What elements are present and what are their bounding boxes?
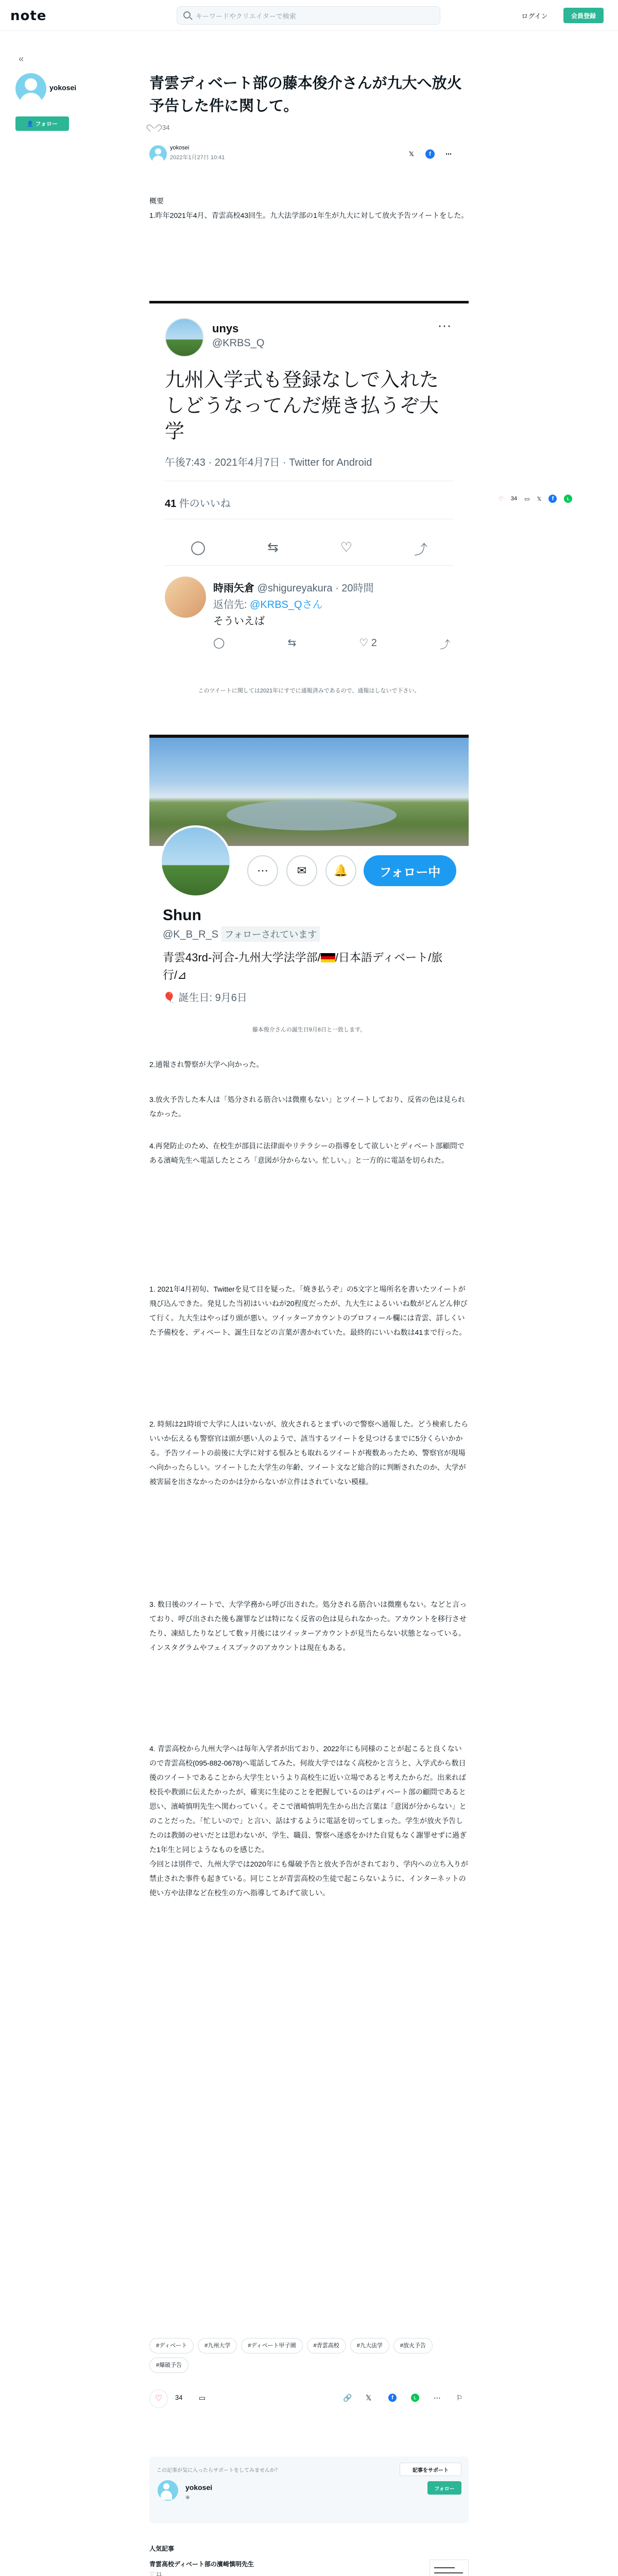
popular-item[interactable] xyxy=(149,2560,397,2576)
profile-handle-row xyxy=(163,926,320,942)
publish-date: 2022年1月27日 10:41 xyxy=(170,155,225,161)
summary-heading: 概要 xyxy=(149,197,164,205)
collapse-icon[interactable]: « xyxy=(19,54,24,64)
caption-2: 藤本俊介さんの誕生日9月6日と一致します。 xyxy=(252,1027,366,1033)
follows-you-badge: フォローされています xyxy=(221,926,320,942)
reply-handle: @shigureyakura · 20時間 xyxy=(254,583,374,594)
more-icon: ··· xyxy=(438,319,452,333)
support-avatar[interactable] xyxy=(158,2480,178,2501)
x-share-icon[interactable]: 𝕏 xyxy=(409,150,414,158)
heart-icon xyxy=(149,125,157,132)
divider xyxy=(165,565,453,566)
signup-button[interactable]: 会員登録 xyxy=(563,8,604,23)
reply-icon: ◯ xyxy=(213,637,225,649)
follow-button[interactable]: 👤 フォロー xyxy=(15,116,69,131)
support-author-name[interactable]: yokosei xyxy=(185,2483,213,2492)
summary-paragraph-2: 2.通報され警察が大学へ向かった。 xyxy=(149,1060,264,1069)
hashtag-chip[interactable]: #放火予告 xyxy=(393,2338,433,2353)
author-avatar[interactable] xyxy=(15,73,46,104)
profile-birthday: 🎈 誕生日: 9月6日 xyxy=(163,992,247,1004)
hashtag-chip[interactable]: #爆破予告 xyxy=(149,2358,188,2373)
article-title: 青雲ディベート部の藤本俊介さんが九大へ放火予告した件に関して。 xyxy=(149,75,462,114)
bell-icon: 🔔 xyxy=(325,855,356,886)
side-likes-count: 34 xyxy=(510,496,518,502)
profile-handle: @K_B_R_S xyxy=(163,929,219,940)
tweet-text: 九州入学式も登録なしで入れたしどうなってんだ焼き払うぞ大学 xyxy=(165,369,439,443)
reply-to xyxy=(213,596,323,611)
like-icon: ♡ 2 xyxy=(359,637,377,649)
reply-name: 時雨矢倉 xyxy=(213,583,254,594)
profile-avatar xyxy=(160,825,232,897)
popular-item-likes: ♡ 11 xyxy=(149,2571,397,2576)
reply-actions xyxy=(213,636,450,651)
magazine-icon[interactable]: ▭ xyxy=(199,2394,206,2402)
retweet-icon: ⇆ xyxy=(287,637,297,649)
more-icon[interactable]: ⋯ xyxy=(434,2394,441,2402)
reply-to-handle: @KRBS_Qさん xyxy=(250,599,323,611)
detail-paragraph-4: 4. 青雲高校から九州大学へは毎年入学者が出ており、2022年にも同様のことが起こると良くないので青雲高校(095-882-0678)へ電話してみた。何故大学ではなく高校かと言うと、入学式から数日後のツイートであることから大学生というより高校生に近い立場であると考えたからだ。出来れば校長や教頭に伝えたかったが、確実に生徒のことを把握しているのはディベート部の顧問であると思い、濱崎慎明先生へ関わっていく。そこで濱崎慎明先生から出た言葉は「意図が分からない」とのことだった。「忙しいので」と言い、話はするように電話を切ってしまった。学生が放火予告したのは教師のせいだとは思わないが、学生、職員、警察へ迷惑をかけた自覚もなく謝罪せずに過ぎた1年生と同じようなものを感じた。 今回とは別件で、九州大学では2020年にも爆破予告と放火予告がされており、学内への立ち入りが禁止された事件も起きている。同じことが青雲高校の生徒で起こらないように、インターネットの使い方や法律など在校生の方へ指導してあげて欲しい。 xyxy=(149,1744,468,1897)
tweet-likes-num: 41 xyxy=(165,498,177,510)
reply-header xyxy=(213,580,374,595)
author-name[interactable]: yokosei xyxy=(49,83,77,92)
x-share-icon[interactable]: 𝕏 xyxy=(537,496,542,502)
support-question: この記事が気に入ったらサポートをしてみませんか？ xyxy=(157,2468,280,2473)
line-share-icon[interactable]: L xyxy=(411,2394,419,2402)
tweet-screenshot xyxy=(149,301,469,682)
popular-thumbnail[interactable] xyxy=(430,2560,469,2576)
tweet-time: 午後7:43 · 2021年4月7日 · Twitter for Android xyxy=(165,457,372,468)
search-icon xyxy=(183,11,191,19)
tweet-handle: @KRBS_Q xyxy=(212,337,265,349)
like-icon: ♡ xyxy=(340,539,353,555)
reply-likes: 2 xyxy=(371,637,377,649)
report-icon[interactable]: ⚐ xyxy=(456,2394,463,2402)
profile-bio-b: /日本語ディベート/旅行/⊿ xyxy=(163,951,443,981)
summary-paragraph-3: 3.放火予告した本人は「処分される筋合いは微塵もない」とツイートしており、反省の色は見られなかった。 xyxy=(149,1095,465,1118)
like-button[interactable]: ♡ xyxy=(149,2389,168,2408)
profile-bio-a: 青雲43rd-河合-九州大学法学部/ xyxy=(163,951,321,964)
tweet-actions xyxy=(191,539,427,558)
retweet-icon: ⇆ xyxy=(267,539,279,555)
reply-icon: ◯ xyxy=(191,539,206,555)
hashtag-chip[interactable]: #九大法学 xyxy=(350,2338,389,2353)
follow-label: フォロー xyxy=(35,121,58,127)
reply-text: そういえば xyxy=(213,616,265,627)
rss-icon[interactable]: ◉ xyxy=(185,2495,190,2500)
german-flag-icon xyxy=(321,953,335,962)
summary-paragraph-4: 4.再発防止のため、在校生が部員に法律面やリテラシーの指導をして欲しいとディベート部顧問である濱崎先生へ電話したところ「意図が分からない。忙しい。」と一方的に電話を切られた。 xyxy=(149,1142,465,1164)
share-bar-top xyxy=(407,149,453,159)
facebook-share-icon[interactable]: f xyxy=(388,2394,397,2402)
login-button[interactable]: ログイン xyxy=(515,8,554,23)
popular-item-title: 青雲高校ディベート部の濱崎慎明先生 xyxy=(149,2561,254,2568)
more-icon: ⋯ xyxy=(247,855,278,886)
mail-icon: ✉ xyxy=(286,855,317,886)
more-icon[interactable]: ⋯ xyxy=(445,150,452,158)
detail-paragraph-2: 2. 時刻は21時頃で大学に人はいないが、放火されるとまずいので警察へ通報した。どう検索したらいいか伝えるも警察官は頭が悪い人のようで、該当するツイートを見つけるまでに5分くらいかかる。予告ツイートの前後に大学に対する恨みとも取れるツイートが複数あったため、警察官が現場へ向かったらしい。ツイートした大学生の年齢、ツイート文など総合的に判断されたのか、大学が被害届を出さなかったのかは分からないが立件はされていない模様。 xyxy=(149,1420,469,1486)
meta-author-name[interactable]: yokosei xyxy=(170,145,190,151)
tweet-likes xyxy=(165,495,231,510)
popular-heading: 人気記事 xyxy=(149,2545,175,2552)
meta-avatar[interactable] xyxy=(149,145,167,163)
facebook-share-icon[interactable]: f xyxy=(548,495,557,503)
summary-paragraph-1: 1.昨年2021年4月、青雲高校43回生。九大法学部の1年生が九大に対して放火予告ツイートをした。 xyxy=(149,211,469,219)
hashtag-list xyxy=(149,2338,469,2373)
hashtag-chip[interactable]: #ディベート xyxy=(149,2338,194,2353)
tweet-likes-label: 件のいいね xyxy=(176,498,231,510)
site-header xyxy=(0,0,618,31)
detail-paragraph-3: 3. 数日後のツイートで、大学学務から呼び出された。処分される筋合いは微塵もない。などと言っており、呼び出された後も謝罪などは特になく反省の色は見られなかった。アカウントを移行させたり、凍結したりなどして数ヶ月後にはツイッターアカウントが見当たらない状態となっている。インスタグラムやフェイスブックのアカウントは現在もある。 xyxy=(149,1600,467,1652)
reply-avatar xyxy=(165,577,206,618)
profile-screenshot xyxy=(149,735,469,1021)
follow-button-bottom[interactable]: フォロー xyxy=(427,2481,461,2495)
support-button[interactable]: 記事をサポート xyxy=(400,2463,461,2476)
following-button: フォロー中 xyxy=(364,855,456,886)
hashtag-chip[interactable]: #青雲高校 xyxy=(307,2338,346,2353)
facebook-share-icon[interactable]: f xyxy=(425,149,435,159)
profile-name: Shun xyxy=(163,907,201,924)
profile-bio xyxy=(163,949,456,984)
action-bar xyxy=(149,2386,469,2411)
tweet-name: unys xyxy=(212,322,239,335)
magazine-icon[interactable]: ▭ xyxy=(524,496,530,502)
likes-summary[interactable] xyxy=(149,124,169,132)
search-input[interactable] xyxy=(196,11,422,21)
side-share-bar xyxy=(499,495,572,503)
birthday-text: 誕生日: 9月6日 xyxy=(178,992,247,1004)
hashtag-chip[interactable]: #九州大学 xyxy=(198,2338,237,2353)
reply-to-label: 返信先: xyxy=(213,599,250,611)
hashtag-chip[interactable]: #ディベート甲子園 xyxy=(241,2338,302,2353)
likes-count: 34 xyxy=(162,124,170,131)
caption-1: このツイートに関しては2021年にすでに通報済みであるので、通報はしないで下さい。 xyxy=(198,688,420,694)
like-count: 34 xyxy=(175,2394,183,2401)
tweet-avatar xyxy=(165,318,204,357)
detail-paragraph-1: 1. 2021年4月初旬、Twitterを見て目を疑った。「焼き払うぞ」の5文字と場所名を書いたツイートが飛び込んできた。発見した当初はいいねが20程度だったが、九大生によるいいね数がどんどん伸びて行く。九大生はやっぱり頭が悪い。ツイッターアカウントのプロフィール欄には青雲、詳しくいた予備校を、ディベート、誕生日などの言葉が書かれていた。最終的にいいね数は41まで行った。 xyxy=(149,1285,468,1336)
share-icon: ⤴ xyxy=(439,639,450,651)
note-logo[interactable]: note xyxy=(10,8,47,24)
line-share-icon[interactable]: L xyxy=(564,495,572,503)
heart-icon[interactable]: ♡ xyxy=(499,496,504,502)
popular-likes: 11 xyxy=(156,2571,162,2576)
x-share-icon[interactable]: 𝕏 xyxy=(366,2394,372,2402)
search-box[interactable] xyxy=(177,6,440,25)
link-icon[interactable]: 🔗 xyxy=(343,2394,352,2402)
share-icon: ⤴ xyxy=(414,542,427,557)
